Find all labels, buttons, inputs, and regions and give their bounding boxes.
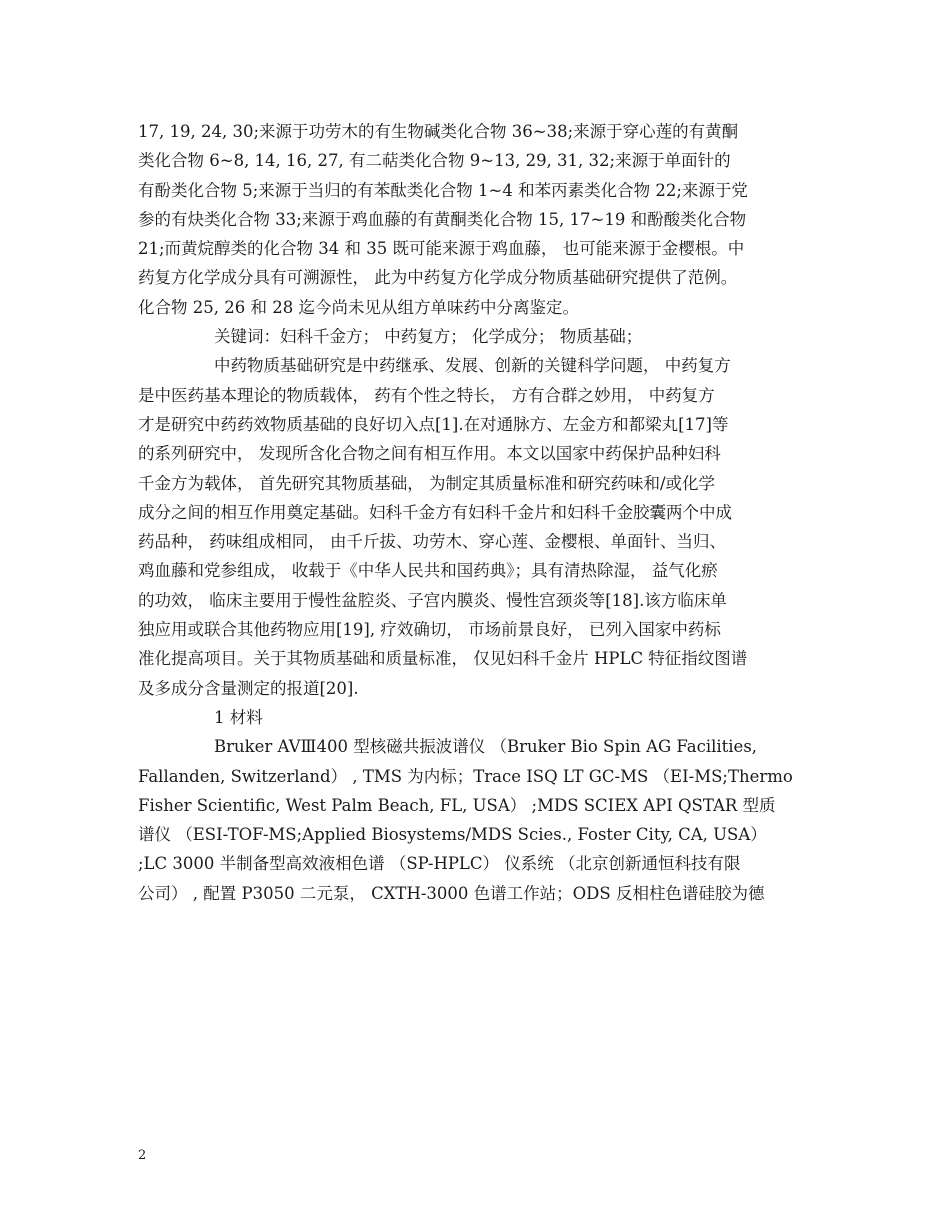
text-line: 准化提高项目。关于其物质基础和质量标准， 仅见妇科千金片 HPLC 特征指纹图谱 [138,649,748,669]
text-line: 独应用或联合其他药物应用[19], 疗效确切， 市场前景良好， 已列入国家中药标 [138,620,721,640]
text-line: 的系列研究中， 发现所含化合物之间有相互作用。本文以国家中药保护品种妇科 [138,444,721,464]
text-line: 及多成分含量测定的报道[20]. [138,678,359,698]
text-line: 才是研究中药药效物质基础的良好切入点[1].在对通脉方、左金方和都梁丸[17]等 [138,414,729,434]
text-line: 千金方为载体， 首先研究其物质基础， 为制定其质量标准和研究药味和/或化学 [138,473,716,493]
body-text [138,117,838,908]
text-line: 公司） , 配置 P3050 二元泵， CXTH-3000 色谱工作站；ODS 反相柱色谱硅胶为德 [138,883,765,903]
text-line: 中药物质基础研究是中药继承、发展、创新的关键科学问题， 中药复方 [214,356,731,376]
text-line: 药品种， 药味组成相同， 由千斤拔、功劳木、穿心莲、金樱根、单面针、当归、 [138,532,726,552]
text-line: 17, 19, 24, 30;来源于功劳木的有生物碱类化合物 36~38;来源于穿心莲的有黄酮 [138,122,739,141]
text-line: ;LC 3000 半制备型高效液相色谱 （SP-HPLC） 仪系统 （北京创新通恒科技有限 [138,854,741,874]
text-line: 化合物 25, 26 和 28 迄今尚未见从组方单味药中分离鉴定。 [138,297,579,317]
text-line: Fallanden, Switzerland） , TMS 为内标；Trace ISQ LT GC-MS （EI-MS;Thermo [138,766,793,786]
text-line: 21;而黄烷醇类的化合物 34 和 35 既可能来源于鸡血藤， 也可能来源于金樱根。中 [138,239,745,259]
text-line: 有酚类化合物 5;来源于当归的有苯酞类化合物 1~4 和苯丙素类化合物 22;来源于党 [138,180,748,200]
text-line: 是中医药基本理论的物质载体， 药有个性之特长， 方有合群之妙用， 中药复方 [138,385,715,405]
text-line: 谱仪 （ESI-TOF-MS;Applied Biosystems/MDS Scies., Foster City, CA, USA） [138,825,767,845]
text-line: Fisher Scientific, West Palm Beach, FL, USA） ;MDS SCIEX API QSTAR 型质 [138,795,776,815]
text-line: 成分之间的相互作用奠定基础。妇科千金方有妇科千金片和妇科千金胶囊两个中成 [138,502,732,522]
text-line: 鸡血藤和党参组成， 收载于《中华人民共和国药典》；具有清热除湿， 益气化瘀 [138,561,718,581]
text-line: 药复方化学成分具有可溯源性， 此为中药复方化学成分物质基础研究提供了范例。 [138,268,738,288]
page-number: 2 [138,1148,147,1163]
text-line: 参的有炔类化合物 33;来源于鸡血藤的有黄酮类化合物 15, 17~19 和酚酸类化合物 [138,209,747,229]
text-line: Bruker AVⅢ400 型核磁共振波谱仪 （Bruker Bio Spin AG Facilities, [214,737,758,757]
text-line: 1 材料 [214,707,263,727]
text-line: 的功效， 临床主要用于慢性盆腔炎、子宫内膜炎、慢性宫颈炎等[18].该方临床单 [138,590,727,610]
text-line: 关键词：妇科千金方； 中药复方； 化学成分； 物质基础； [214,327,643,347]
text-line: 类化合物 6~8, 14, 16, 27, 有二萜类化合物 9~13, 29, 31, 32;来源于单面针的 [138,151,731,171]
